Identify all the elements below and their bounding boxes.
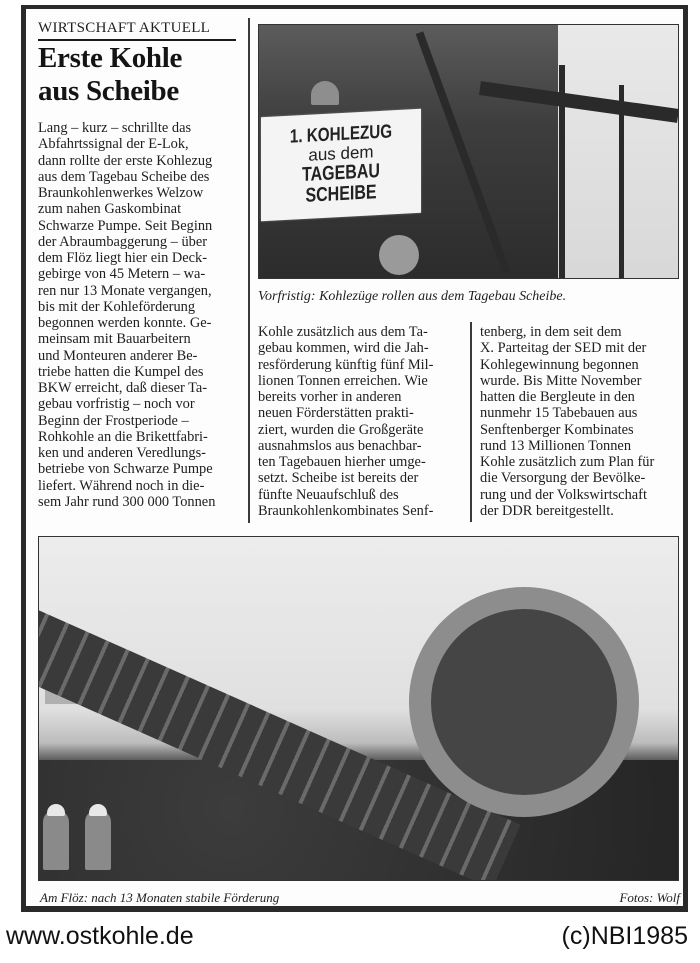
text-line: Kohle zusätzlich aus dem Ta- [258,324,428,340]
text-line: setzt. Scheibe ist bereits der [258,470,419,487]
photo-sky [558,25,678,279]
headline-line-2: aus Scheibe [38,75,179,107]
photo-bucket-wheel-excavator [38,536,679,881]
article-column-1 [38,120,244,510]
text-line: die Versorgung der Bevölke- [480,470,646,487]
text-line: und Monteuren anderer Be- [38,347,198,364]
text-line: rund 13 Millionen Tonnen [480,437,632,454]
photo-crane-beam [416,31,511,273]
text-line: rung und der Volkswirtschaft [480,486,647,503]
article-headline [38,42,243,108]
photo-credit: Fotos: Wolf [619,890,680,905]
text-line: Braunkohlenkombinates Senf- [258,502,434,519]
text-line: bis mit der Kohleförderung [38,298,196,315]
text-line: der DDR bereitgestellt. [480,502,614,519]
text-line: zum nahen Gaskombinat [38,201,182,218]
text-line: begonnen werden konnte. Ge- [38,315,212,331]
article-column-2 [258,324,468,519]
banner-text-line: SCHEIBE [305,181,377,207]
text-line: ausnahmslos aus benachbar- [258,437,422,454]
text-line: bereits vorher in anderen [258,389,402,405]
text-line: resförderung künftig fünf Mil- [258,356,434,373]
text-line: sem Jahr rund 300 000 Tonnen [38,493,216,510]
photo-caption-1: Vorfristig: Kohlezüge rollen aus dem Tagebau Scheibe. [258,289,567,304]
text-line: gebirge von 45 Metern – wa- [38,266,206,283]
text-line: gebau kommen, wird die Jah- [258,340,429,357]
photo-worker [43,810,69,870]
text-line: neuen Förderstätten prakti- [258,405,414,422]
text-line: Beginn der Frostperiode – [38,412,189,429]
text-line: betriebe von Schwarze Pumpe [38,461,213,478]
photo-locomotive-lamp [311,81,339,105]
text-line: ziert, wurden die Großgeräte [258,421,424,438]
banner-text-line: aus dem [308,142,374,165]
column-divider [248,18,250,523]
photo-worker [85,810,111,870]
photo-coal-train-banner [258,24,679,279]
headline-line-1: Erste Kohle [38,42,183,74]
text-line: lionen Tonnen erreichen. Wie [258,372,428,389]
text-line: Lang – kurz – schrillte das [38,120,192,136]
text-line: BKW erreicht, daß dieser Ta- [38,380,208,396]
text-line: Braunkohlenwerkes Welzow [38,185,204,201]
text-line: Schwarze Pumpe. Seit Beginn [38,217,213,234]
banner-text-line: TAGEBAU [302,159,380,187]
photo-helmet [89,804,107,816]
text-line: Kohle zusätzlich zum Plan für [480,454,655,470]
photo-helmet [47,804,65,816]
text-line: wurde. Bis Mitte November [480,372,642,389]
photo-banner [261,109,421,221]
text-line: ren nur 13 Monate vergangen, [38,282,212,299]
text-line: meinsam mit Bauarbeitern [38,331,191,348]
text-line: ken und anderen Veredlungs- [38,445,206,461]
text-line: X. Parteitag der SED mit der [480,340,647,357]
source-website: www.ostkohle.de [6,922,194,950]
text-line: gebau vorfristig – noch vor [38,396,195,413]
text-line: tenberg, in dem seit dem [480,324,622,340]
text-line: dem Flöz liegt hier ein Deck- [38,250,208,266]
copyright-notice: (c)NBI1985 [561,922,688,950]
text-line: dann rollte der erste Kohlezug [38,152,213,169]
photo-bucket-wheel [409,587,639,817]
text-line: Rohkohle an die Brikettfabri- [38,428,208,445]
text-line: hatten die Bergleute in den [480,389,635,405]
section-kicker: WIRTSCHAFT AKTUELL [38,19,236,41]
photo-locomotive-buffer [379,235,419,275]
text-line: der Abraumbaggerung – über [38,233,208,250]
text-line: ten Tagebauen hierher umge- [258,454,426,470]
text-line: aus dem Tagebau Scheibe des [38,168,210,185]
photo-caption-2: Am Flöz: nach 13 Monaten stabile Förderung [40,890,280,905]
column-divider [470,322,472,522]
text-line: fünfte Neuaufschluß des [258,486,399,503]
text-line: triebe hatten die Kumpel des [38,363,204,380]
banner-text-line: 1. KOHLEZUG [289,121,393,148]
text-line: Abfahrtssignal der E-Lok, [38,136,189,153]
text-line: liefert. Während noch in die- [38,477,205,494]
article-column-3 [480,324,685,519]
text-line: Senftenberger Kombinates [480,421,634,438]
text-line: Kohlegewinnung begonnen [480,356,639,373]
text-line: nunmehr 15 Tabebauen aus [480,405,638,422]
